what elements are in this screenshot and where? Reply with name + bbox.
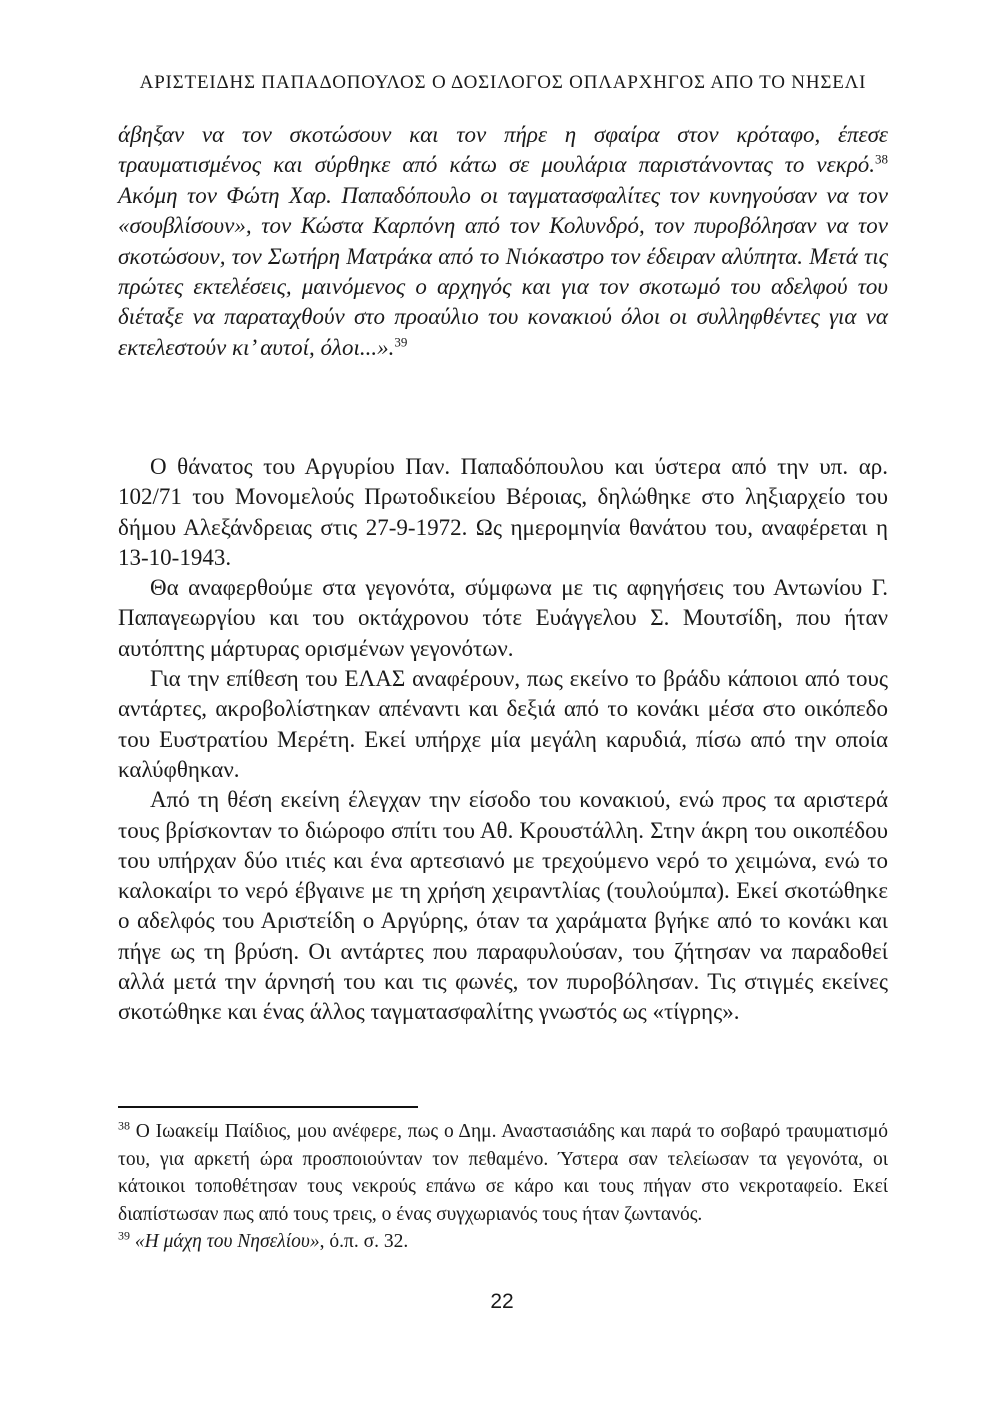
footnote-divider xyxy=(118,1106,418,1108)
footnote-text: Ο Ιωακείμ Παίδιος, μου ανέφερε, πως ο Δημ. Αναστασιάδης και παρά το σοβαρό τραυματισμό του, για αρκετή ώρα προσποιούνταν τον πεθαμένο. Ύστερα σαν τελείωσαν τα γεγονότα, οι κάτοικοι τοποθέτησαν τους νεκρούς επάνω σε κάρο και τους πήγαν στο νεκροταφείο. Εκεί διαπίστωσαν πως από τους τρεις, ο ένας συγχωριανός τους ήταν ζωντανός. xyxy=(118,1121,888,1225)
running-header: ΑΡΙΣΤΕΙΔΗΣ ΠΑΠΑΔΟΠΟΥΛΟΣ Ο ΔΟΣΙΛΟΓΟΣ ΟΠΛΑΡΧΗΓΟΣ ΑΠΟ ΤΟ ΝΗΣΕΛΙ xyxy=(139,72,867,93)
footnote-number: 38 xyxy=(118,1118,130,1133)
body-paragraph-3: Για την επίθεση του ΕΛΑΣ αναφέρουν, πως εκείνο το βράδυ κάποιοι από τους αντάρτες, ακροβολίστηκαν απέναντι και δεξιά από το κονάκι μέσα στο οικόπεδο του Ευστρατίου Μερέτη. Εκεί υπήρχε μία μεγάλη καρυδιά, πίσω από την οποία καλύφθηκαν. xyxy=(118,666,888,782)
footnote-38 xyxy=(118,1118,888,1228)
quoted-passage xyxy=(118,120,888,363)
footnote-cited-title: «Η μάχη του Νησελίου» xyxy=(130,1231,320,1253)
body-text xyxy=(118,452,888,1028)
footnote-text: , ό.π. σ. 32. xyxy=(319,1231,409,1253)
body-paragraph-1: Ο θάνατος του Αργυρίου Παν. Παπαδόπουλου και ύστερα από την υπ. αρ. 102/71 του Μονομελούς Πρωτοδικείου Βέροιας, δηλώθηκε στο ληξιαρχείο του δήμου Αλεξάνδρειας στις 27-9-1972. Ως ημερομηνία θανάτου του, αναφέρεται η 13-10-1943. xyxy=(118,454,888,570)
footnote-ref-39[interactable]: 39 xyxy=(394,334,408,350)
footnote-ref-38[interactable]: 38 xyxy=(875,151,888,167)
footnote-number: 39 xyxy=(118,1228,130,1243)
footnote-39 xyxy=(118,1228,888,1256)
body-paragraph-4: Από τη θέση εκείνη έλεγχαν την είσοδο του κονακιού, ενώ προς τα αριστερά τους βρίσκονταν το διώροφο σπίτι του Αθ. Κρουστάλλη. Στην άκρη του οικοπέδου του υπήρχαν δύο ιτιές και ένα αρτεσιανό με τρεχούμενο νερό το χειμώνα, ενώ το καλοκαίρι το νερό έβγαινε με τη χρήση χειραντλίας (τουλούμπα). Εκεί σκοτώθηκε ο αδελφός του Αριστείδη ο Αργύρης, όταν τα χαράματα βγήκε από το κονάκι και πήγε ως τη βρύση. Οι αντάρτες που παραφυλούσαν, του ζήτησαν να παραδοθεί αλλά μετά την άρνησή του και τις φωνές, τον πυροβόλησαν. Τις στιγμές εκείνες σκοτώθηκε και ένας άλλος ταγματασφαλίτης γνωστός ως «τίγρης». xyxy=(118,787,888,1025)
quote-paragraph xyxy=(118,120,888,363)
body-paragraph-2: Θα αναφερθούμε στα γεγονότα, σύμφωνα με τις αφηγήσεις του Αντωνίου Γ. Παπαγεωργίου και του οκτάχρονου τότε Ευάγγελου Σ. Μουτσίδη, που ήταν αυτόπτης μάρτυρας ορισμένων γεγονότων. xyxy=(118,575,888,661)
quote-text-part1: άβηξαν να τον σκοτώσουν και τον πήρε η σφαίρα στον κρόταφο, έπεσε τραυματισμένος και σύρθηκε από κάτω σε μουλάρια παριστάνοντας το νεκρό. xyxy=(118,122,888,178)
quote-text-part2: Ακόμη τον Φώτη Χαρ. Παπαδόπουλο οι ταγματασφαλίτες τον κυνηγούσαν να τον «σουβλίσουν», τον Κώστα Καρπόνη από τον Κολυνδρό, τον πυροβόλησαν να τον σκοτώσουν, τον Σωτήρη Ματράκα από το Νιόκαστρο τον έδειραν αλύπητα. Μετά τις πρώτες εκτελέσεις, μαινόμενος ο αρχηγός και για τον σκοτωμό του αδελφού του διέταξε να παραταχθούν στο προαύλιο του κονακιού όλοι οι συλληφθέντες για να εκτελεστούν κι’ αυτοί, όλοι...». xyxy=(118,182,888,360)
footnotes xyxy=(118,1118,888,1256)
page-number: 22 xyxy=(490,1290,514,1313)
